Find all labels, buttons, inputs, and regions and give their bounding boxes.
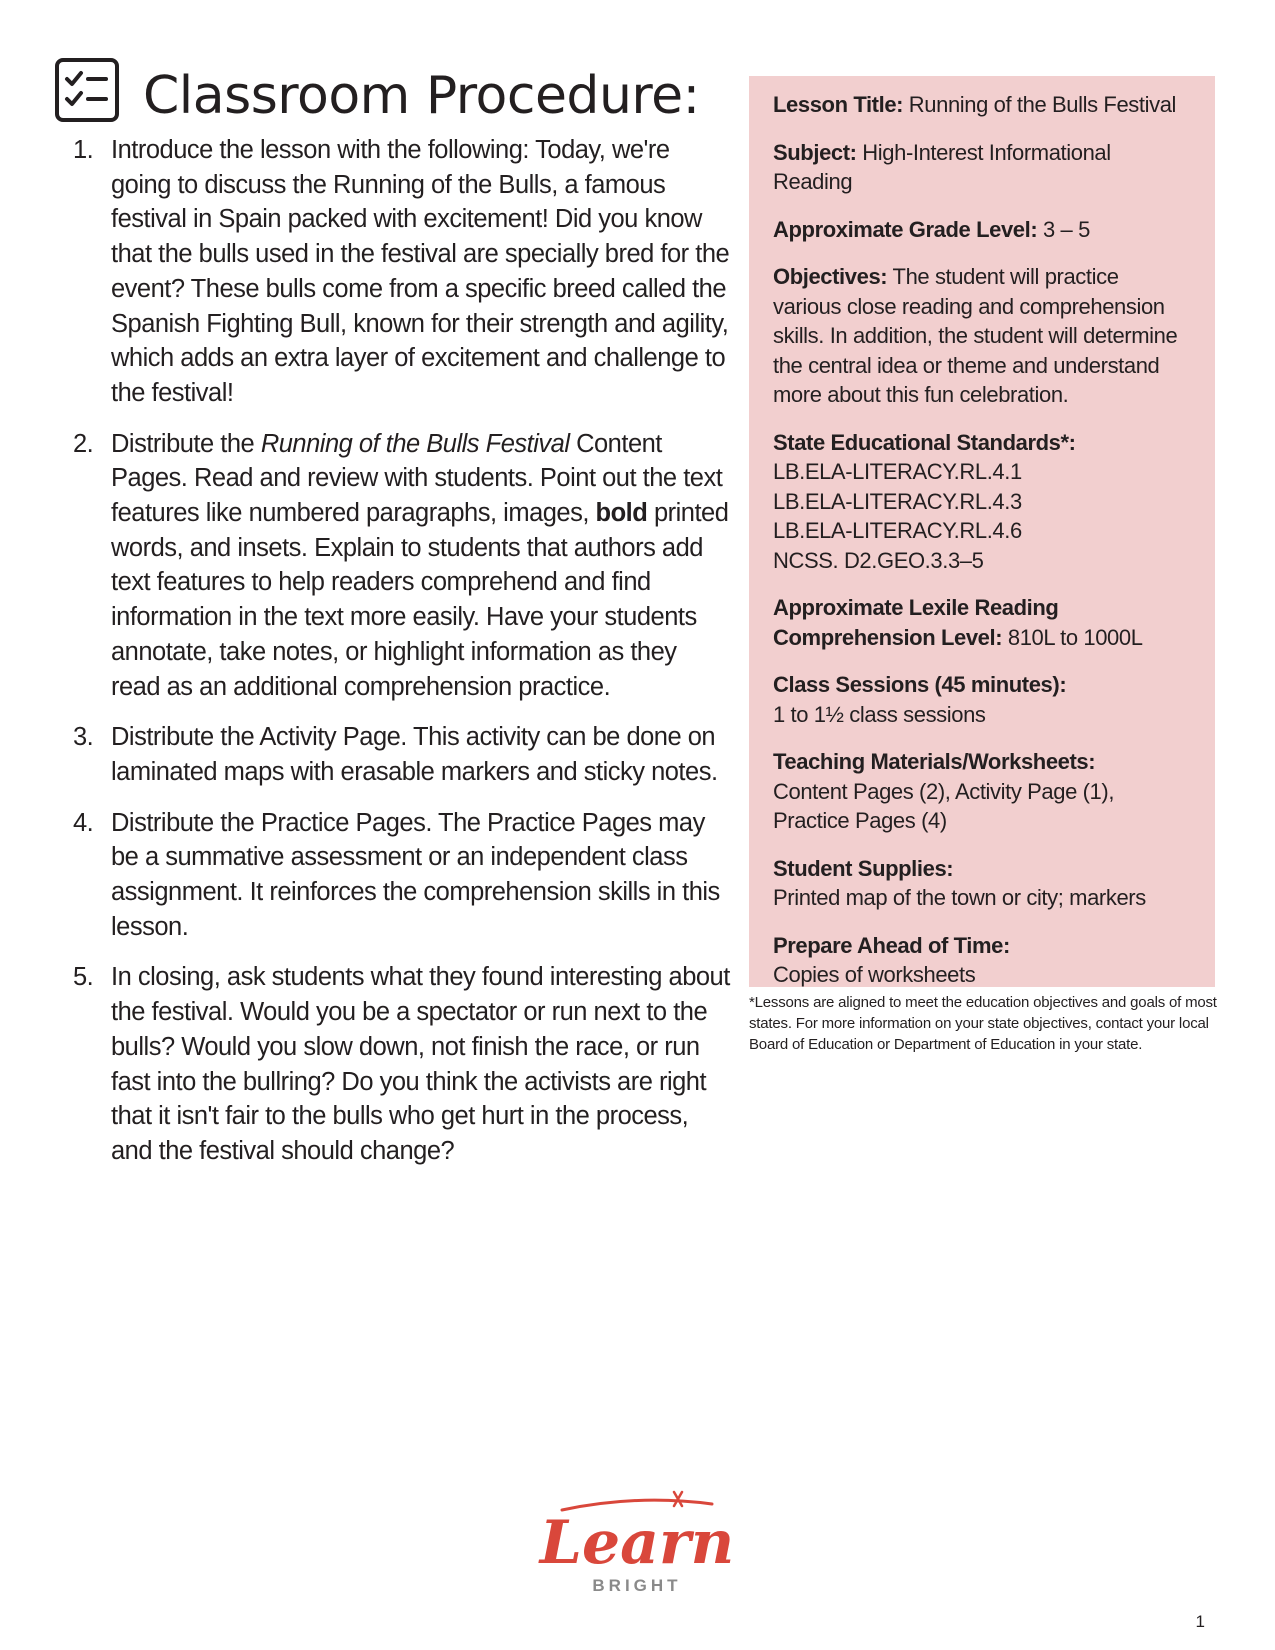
standard-item: LB.ELA-LITERACY.RL.4.6 [773, 518, 1022, 543]
procedure-step-4 [65, 806, 730, 945]
field-label: Subject: [773, 139, 857, 165]
field-value: 1 to 1½ class sessions [773, 701, 986, 727]
field-label: Student Supplies: [773, 855, 954, 881]
step-text: In closing, ask students what they found interesting about the festival. Would you be a spectator or run next to the bulls? Would you slow down, not finish the race, or run fast into the bullring? Do you think the activists are right that it isn't fair to the bulls who get hurt in the process, and the festival should change? [111, 963, 730, 1165]
standard-item: LB.ELA-LITERACY.RL.4.1 [773, 459, 1022, 484]
procedure-step-5 [65, 960, 730, 1168]
field-label: Teaching Materials/Worksheets: [773, 749, 1096, 774]
prepare-ahead-field [773, 931, 1191, 990]
step-text: Distribute the Practice Pages. The Practice Pages may be a summative assessment or an independent class assignment. It reinforces the comprehension skills in this lesson. [111, 808, 720, 941]
step-text: Introduce the lesson with the following: Today, we're going to discuss the Running of the Bulls, a famous festival in Spain packed with excitement! Did you know that the bulls used in the festival are specially bred for the event? These bulls come from a specific breed called the Spanish Fighting Bull, known for their strength and agility, which adds an extra layer of excitement and challenge to the festival! [111, 136, 730, 407]
step-number: 4. [73, 808, 94, 837]
lexile-field [773, 593, 1191, 652]
standards-field [773, 428, 1191, 576]
field-label: Prepare Ahead of Time: [773, 932, 1010, 958]
procedure-step-2 [65, 427, 730, 705]
step-text: printed words, and insets. Explain to students that authors add text features to help readers comprehend and find information in the text more easily. Have your students annotate, take notes, or highlight information as they read as an additional comprehension practice. [111, 499, 729, 701]
step-number: 3. [73, 723, 94, 752]
field-value: High-Interest Informational Reading [773, 139, 1111, 194]
field-value: 3 – 5 [1037, 216, 1090, 242]
logo-word: Learn [539, 1508, 735, 1578]
field-label: Approximate Lexile Reading Comprehension Level: [773, 595, 1059, 650]
subject-field [773, 138, 1191, 197]
field-label: Class Sessions (45 minutes): [773, 672, 1067, 697]
step-text: Distribute the Activity Page. This activity can be done on laminated maps with erasable markers and sticky notes. [111, 723, 718, 786]
logo-subword: BRIGHT [592, 1576, 682, 1595]
field-value: 810L to 1000L [1002, 624, 1143, 650]
page-number: 1 [1195, 1612, 1205, 1631]
teaching-materials-field [773, 747, 1191, 836]
field-label: Lesson Title: [773, 92, 904, 117]
field-label: Objectives: [773, 264, 888, 289]
procedure-step-3 [65, 720, 730, 789]
class-sessions-field [773, 670, 1191, 729]
step-text-bold: bold [595, 499, 648, 528]
step-number: 2. [73, 429, 94, 458]
learn-bright-logo [522, 1488, 752, 1598]
lesson-title-field [773, 90, 1191, 120]
standard-item: LB.ELA-LITERACY.RL.4.3 [773, 488, 1022, 514]
procedure-step-1 [65, 133, 730, 411]
checklist-icon [54, 57, 120, 123]
step-text: Content Pages. Read and review with students. Point out the text features like numbered paragraphs, images, [111, 429, 723, 528]
procedure-list [65, 133, 730, 1185]
step-number: 5. [73, 963, 94, 992]
field-value: Printed map of the town or city; markers [773, 885, 1146, 910]
objectives-field [773, 262, 1191, 410]
field-value: Copies of worksheets [773, 962, 976, 987]
field-value: Running of the Bulls Festival [903, 92, 1177, 117]
field-value: The student will practice various close reading and comprehension skills. In addition, the student will determine the central idea or theme and understand more about this fun celebration. [773, 264, 1178, 407]
page-title: Classroom Procedure: [143, 66, 700, 126]
field-label: Approximate Grade Level: [773, 216, 1038, 242]
step-text-italic: Running of the Bulls Festival [260, 429, 570, 458]
step-number: 1. [73, 136, 94, 164]
field-label: State Educational Standards*: [773, 429, 1076, 455]
field-value: Content Pages (2), Activity Page (1), Practice Pages (4) [773, 778, 1115, 833]
lesson-info-box [749, 76, 1215, 987]
step-text: Distribute the [111, 429, 261, 458]
standards-footnote: *Lessons are aligned to meet the education objectives and goals of most states. For more information on your state objectives, contact your local Board of Education or Department of Education in your state. [749, 994, 1217, 1053]
standard-item: NCSS. D2.GEO.3.3–5 [773, 547, 984, 573]
grade-level-field [773, 215, 1191, 245]
student-supplies-field [773, 854, 1191, 913]
